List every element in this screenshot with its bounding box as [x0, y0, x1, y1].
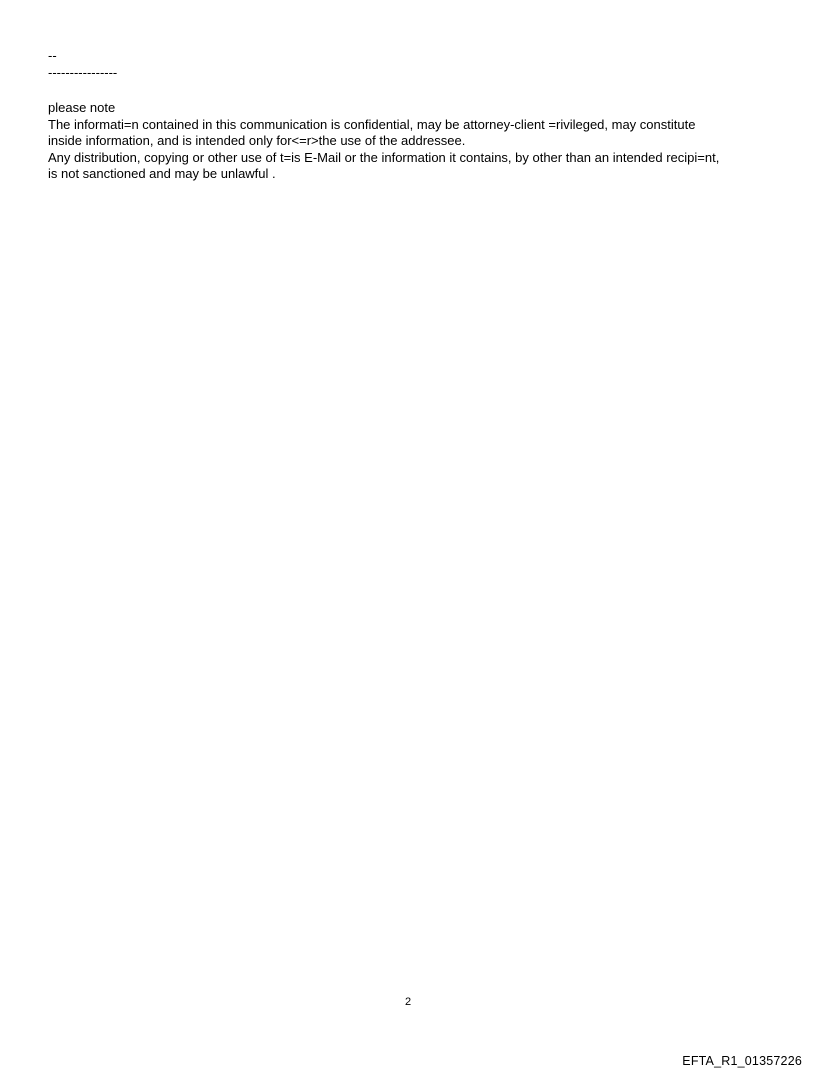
disclaimer-heading: please note — [48, 100, 116, 115]
document-id-stamp: EFTA_R1_01357226 — [682, 1054, 802, 1068]
disclaimer-line: Any distribution, copying or other use of t=is E-Mail or the information it contains, by other than an intended recipi=nt, — [48, 149, 720, 165]
disclaimer-line: is not sanctioned and may be unlawful . — [48, 166, 276, 181]
page-number: 2 — [404, 996, 412, 1008]
paragraph-gap — [48, 81, 778, 100]
signature-separator-short: -- — [48, 48, 57, 63]
disclaimer-line: inside information, and is intended only for<=r>the use of the addressee. — [48, 133, 466, 148]
email-body — [48, 48, 778, 183]
disclaimer-line: The informati=n contained in this communication is confidential, may be attorney-client =rivileged, may constitute — [48, 116, 696, 132]
signature-separator-long: ---------------- — [48, 64, 118, 80]
